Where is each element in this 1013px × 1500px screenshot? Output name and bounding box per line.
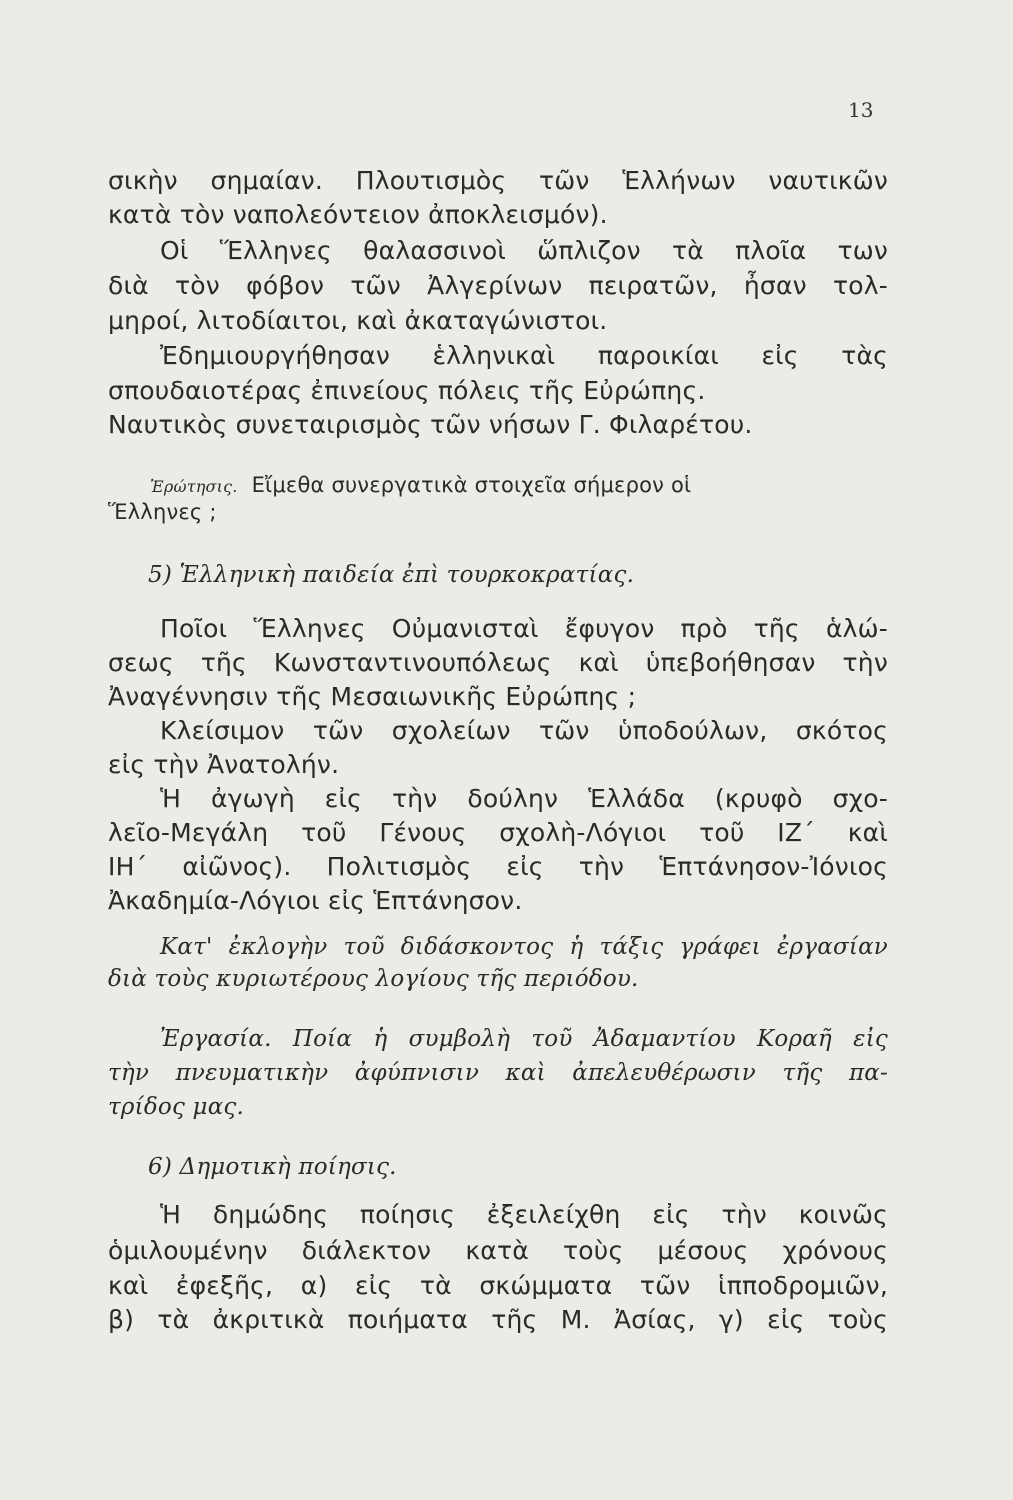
italic-line: τὴν πνευματικὴν ἀφύπνισιν καὶ ἀπελευθέρωσιν τῆς πα- (108, 1060, 888, 1086)
text-line: Ναυτικὸς συνεταιρισμὸς τῶν νήσων Γ. Φιλαρέτου. (108, 410, 753, 439)
text-line: εἰς τὴν Ἀνατολήν. (108, 750, 340, 779)
text-line: Ἡ ἀγωγὴ εἰς τὴν δούλην Ἑλλάδα (κρυφὸ σχο- (160, 784, 888, 813)
section-title: 6) Δημοτικὴ ποίησις. (148, 1154, 397, 1180)
text-line: διὰ τὸν φόβον τῶν Ἀλγερίνων πειρατῶν, ἦσαν τολ- (108, 271, 888, 300)
section-title: 5) Ἑλληνικὴ παιδεία ἐπὶ τουρκοκρατίας. (148, 562, 635, 588)
text-line: ΙΗ΄ αἰῶνος). Πολιτισμὸς εἰς τὴν Ἑπτάνησον-Ἰόνιος (108, 852, 888, 881)
text-line: Ποῖοι Ἕλληνες Οὐμανισταὶ ἔφυγον πρὸ τῆς ἁλώ- (160, 614, 888, 643)
text-line: μηροί, λιτοδίαιτοι, καὶ ἀκαταγώνιστοι. (108, 306, 608, 335)
text-line: β) τὰ ἀκριτικὰ ποιήματα τῆς Μ. Ἀσίας, γ) εἰς τοὺς (108, 1305, 888, 1334)
text-line: σεως τῆς Κωνσταντινουπόλεως καὶ ὑπεβοήθησαν τὴν (108, 648, 888, 677)
italic-line: διὰ τοὺς κυριωτέρους λογίους τῆς περιόδου. (108, 966, 639, 992)
page-number: 13 (848, 98, 874, 122)
text-line: καὶ ἐφεξῆς, α) εἰς τὰ σκώμματα τῶν ἱπποδρομιῶν, (108, 1271, 888, 1300)
text-line: σικὴν σημαίαν. Πλουτισμὸς τῶν Ἑλλήνων ναυτικῶν (108, 166, 888, 195)
text-line: Ἐδημιουργήθησαν ἑλληνικαὶ παροικίαι εἰς τὰς (160, 341, 888, 370)
text-line: λεῖο-Μεγάλη τοῦ Γένους σχολὴ-Λόγιοι τοῦ ΙΖ΄ καὶ (108, 818, 888, 847)
text-line: ὁμιλουμένην διάλεκτον κατὰ τοὺς μέσους χρόνους (108, 1236, 888, 1265)
text-line: Ἀκαδημία-Λόγιοι εἰς Ἑπτάνησον. (108, 886, 523, 915)
question-line: Ἕλληνες ; (108, 500, 217, 524)
text-line: Οἱ Ἕλληνες θαλασσινοὶ ὥπλιζον τὰ πλοῖα των (160, 236, 888, 265)
text-line: Ἡ δημώδης ποίησις ἐξειλείχθη εἰς τὴν κοινῶς (160, 1200, 888, 1229)
text-line: σπουδαιοτέρας ἐπινείους πόλεις τῆς Εὐρώπης. (108, 376, 706, 405)
italic-line: Κατ' ἐκλογὴν τοῦ διδάσκοντος ἡ τάξις γράφει ἐργασίαν (160, 934, 888, 960)
text-line: Κλείσιμον τῶν σχολείων τῶν ὑποδούλων, σκότος (160, 716, 888, 745)
text-line: κατὰ τὸν ναπολεόντειον ἀποκλεισμόν). (108, 200, 608, 229)
question-text: Εἴμεθα συνεργατικὰ στοιχεῖα σήμερον οἱ (251, 473, 692, 497)
italic-line: Ἐργασία. Ποία ἡ συμβολὴ τοῦ Ἀδαμαντίου Κοραῆ εἰς (160, 1026, 888, 1052)
italic-line: τρίδος μας. (108, 1094, 245, 1120)
question-label: Ἐρώτησις. (150, 477, 238, 496)
text-line: Ἀναγέννησιν τῆς Μεσαιωνικῆς Εὐρώπης ; (108, 682, 637, 711)
